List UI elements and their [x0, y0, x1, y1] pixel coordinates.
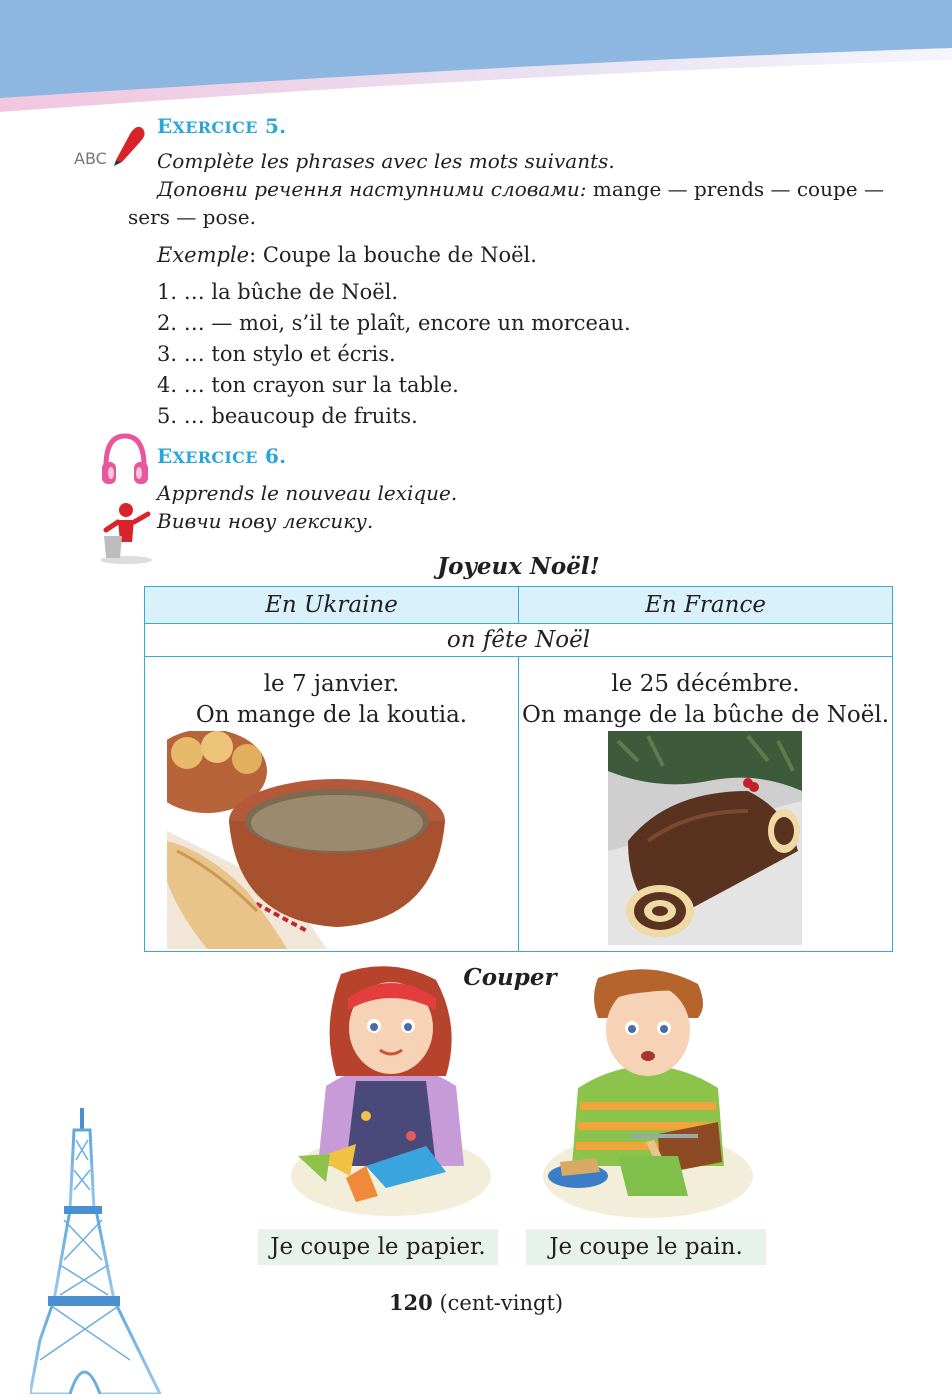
page-number-digits: 120 — [388, 1290, 433, 1315]
boy-cutting-bread-illustration — [538, 966, 758, 1230]
exercise5-example — [157, 240, 537, 271]
table-title: Joyeux Noël! — [437, 553, 600, 580]
list-item: 1. … la bûche de Noël. — [157, 280, 399, 304]
girl-cutting-paper-illustration — [286, 966, 496, 1230]
ukraine-date: le 7 janvier. — [263, 671, 400, 697]
exercise6-title-rest: XERCICE — [172, 448, 258, 467]
france-cell — [519, 657, 893, 952]
table-middle-row: on fête Noël — [145, 624, 893, 657]
list-item: 5. … beaucoup de fruits. — [157, 404, 418, 428]
exercise5-words-1: mange — prends — coupe — — [592, 177, 884, 201]
ukraine-cell — [145, 657, 519, 952]
exercise5-title-rest: XERCICE — [172, 118, 258, 137]
exercise6-instruction-ua: Вивчи нову лексику. — [157, 509, 374, 533]
girl-caption: Je coupe le papier. — [258, 1229, 498, 1265]
exercise5-title — [157, 114, 286, 138]
exercise6-title — [157, 444, 286, 468]
exercise5-instruction-ua-line — [157, 177, 884, 201]
buche-photo — [608, 731, 802, 945]
exercise5-title-number: 5. — [264, 114, 287, 138]
example-label: Exemple — [157, 243, 250, 267]
christmas-table — [144, 586, 893, 952]
list-item: 2. … — moi, s’il te plaît, encore un morceau. — [157, 311, 631, 335]
header-band — [0, 0, 952, 120]
pencil-icon — [72, 120, 152, 172]
eiffel-tower-icon — [30, 1100, 190, 1398]
column-header-france: En France — [519, 587, 893, 624]
exercise5-title-first: E — [157, 114, 173, 138]
column-header-ukraine: En Ukraine — [145, 587, 519, 624]
exercise6-instruction-fr: Apprends le nouveau lexique. — [157, 481, 458, 505]
exercise6-title-first: E — [157, 444, 173, 468]
headphones-icon — [100, 432, 150, 492]
ukraine-food: On mange de la koutia. — [195, 702, 468, 728]
page-number — [0, 1290, 952, 1315]
koutia-photo — [167, 731, 493, 949]
exercise5-words-2: sers — pose. — [128, 205, 256, 229]
exercise6-title-number: 6. — [264, 444, 287, 468]
list-item: 3. … ton stylo et écris. — [157, 342, 396, 366]
example-text: : Coupe la bouche de Noël. — [249, 243, 537, 267]
couper-title: Couper — [463, 964, 557, 991]
page-number-words: (cent-vingt) — [439, 1291, 564, 1315]
exercise5-list — [157, 277, 631, 432]
france-food: On mange de la bûche de Noël. — [521, 702, 890, 728]
france-date: le 25 décémbre. — [611, 671, 800, 697]
list-item: 4. … ton crayon sur la table. — [157, 373, 459, 397]
exercise5-instruction-ua: Доповни речення наступними словами: — [157, 177, 587, 201]
abc-label: ABC — [74, 149, 107, 168]
boy-caption: Je coupe le pain. — [526, 1229, 766, 1265]
exercise5-instruction-fr: Complète les phrases avec les mots suivants. — [157, 149, 615, 173]
